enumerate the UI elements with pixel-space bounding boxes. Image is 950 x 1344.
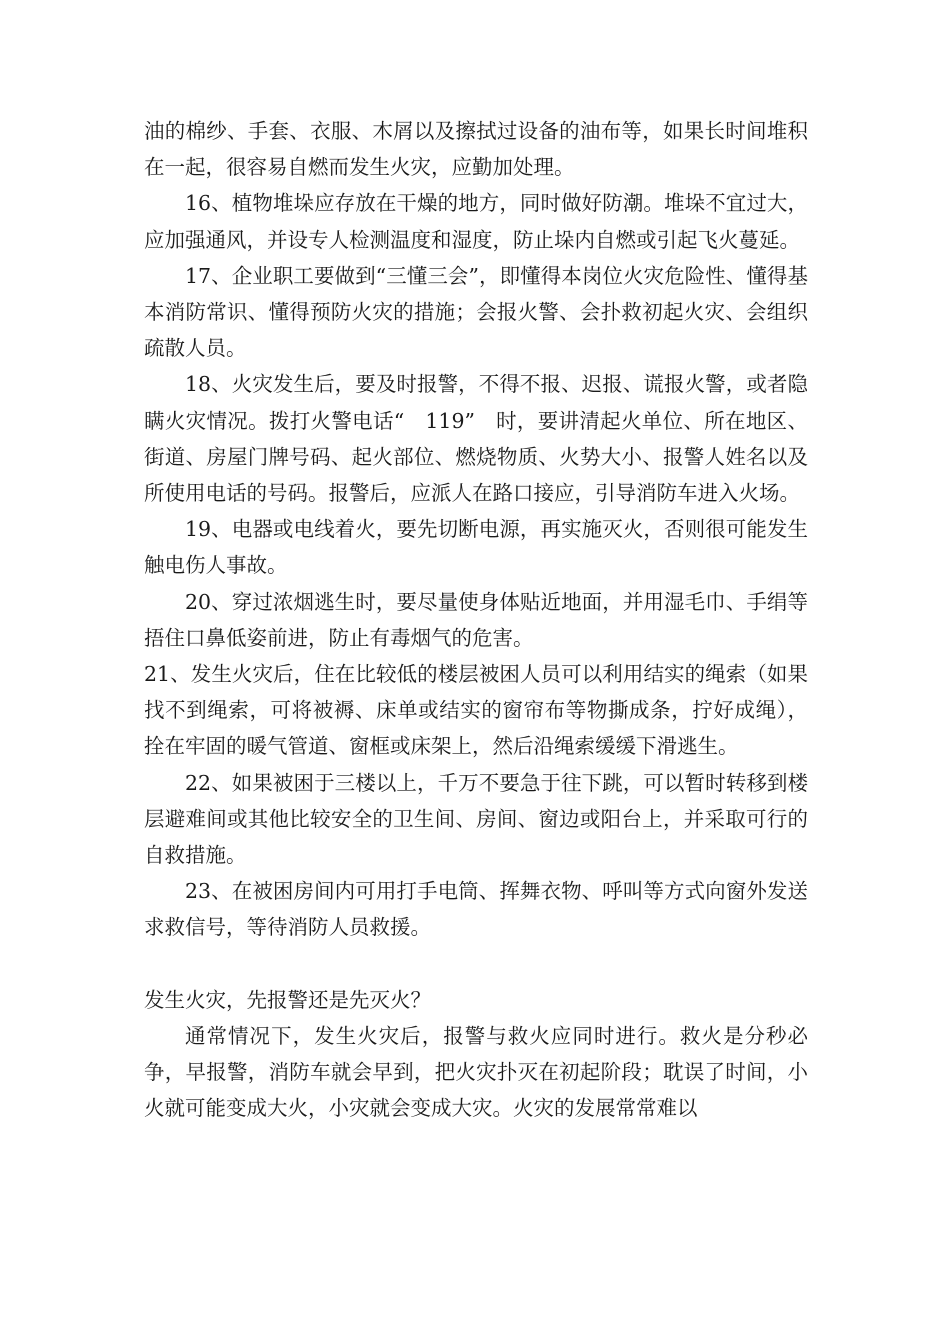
document-body — [144, 113, 808, 1127]
blank-line — [144, 946, 808, 982]
section-heading: 发生火灾，先报警还是先灭火？ — [144, 987, 431, 1012]
paragraph-item-18: 18、火灾发生后，要及时报警，不得不报、迟报、谎报火警，或者隐瞒火灾情况。拨打火警电话“ 119” 时，要讲清起火单位、所在地区、街道、房屋门牌号码、起火部位、燃烧物质、火势大小、报警人姓名以及所使用电话的号码。报警后，应派人在路口接应，引导消防车进入火场。 — [144, 372, 808, 506]
paragraph-continued: 油的棉纱、手套、衣服、木屑以及擦拭过设备的油布等，如果长时间堆积在一起，很容易自燃而发生火灾，应勤加处理。 — [144, 119, 808, 180]
paragraph-item-21: 21、发生火灾后，住在比较低的楼层被困人员可以利用结实的绳索（如果找不到绳索，可将被褥、床单或结实的窗帘布等物撕成条，拧好成绳），拴在牢固的暖气管道、窗框或床架上，然后沿绳索缓缓下滑逃生。 — [144, 662, 808, 759]
paragraph-item-22: 22、如果被困于三楼以上，千万不要急于往下跳，可以暂时转移到楼层避难间或其他比较安全的卫生间、房间、窗边或阳台上，并采取可行的自救措施。 — [144, 770, 808, 868]
paragraph-item-16: 16、植物堆垛应存放在干燥的地方，同时做好防潮。堆垛不宜过大，应加强通风，并设专人检测温度和湿度，防止垛内自燃或引起飞火蔓延。 — [144, 191, 808, 252]
paragraph-item-17: 17、企业职工要做到“三懂三会”，即懂得本岗位火灾危险性、懂得基本消防常识、懂得预防火灾的措施；会报火警、会扑救初起火灾、会组织疏散人员。 — [144, 263, 808, 361]
closing-paragraph: 通常情况下，发生火灾后，报警与救火应同时进行。救火是分秒必争，早报警，消防车就会早到，把火灾扑灭在初起阶段；耽误了时间，小火就可能变成大火，小灾就会变成大灾。火灾的发展常常难以 — [144, 1024, 808, 1121]
paragraph-item-23: 23、在被困房间内可用打手电筒、挥舞衣物、呼叫等方式向窗外发送求救信号，等待消防人员救援。 — [144, 879, 808, 940]
paragraph-item-20: 20、穿过浓烟逃生时，要尽量使身体贴近地面，并用湿毛巾、手绢等捂住口鼻低姿前进，防止有毒烟气的危害。 — [144, 589, 808, 650]
paragraph-item-19: 19、电器或电线着火，要先切断电源，再实施灭火，否则很可能发生触电伤人事故。 — [144, 517, 808, 578]
